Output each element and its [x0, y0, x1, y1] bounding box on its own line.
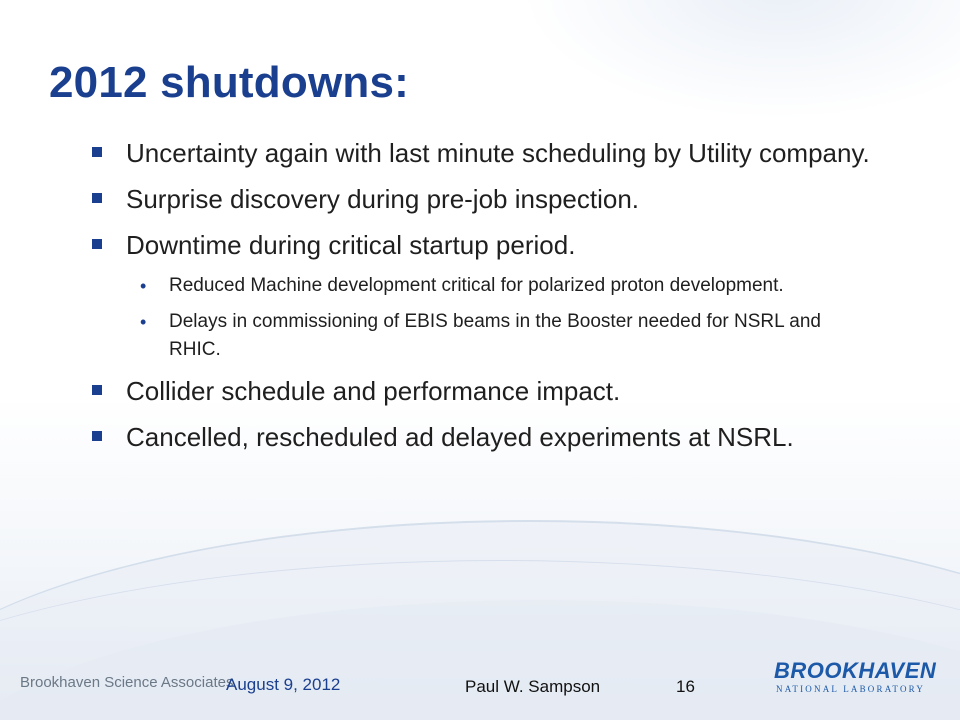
square-bullet-icon: [92, 193, 102, 203]
logo-subtitle: NATIONAL LABORATORY: [776, 684, 926, 694]
bullet-item: [92, 374, 872, 408]
sub-bullet-item: [92, 272, 872, 300]
bullet-text: Downtime during critical startup period.: [126, 230, 576, 260]
bullet-item: [92, 182, 872, 216]
bullet-text: Cancelled, rescheduled ad delayed experiments at NSRL.: [126, 422, 794, 452]
round-bullet-icon: •: [140, 312, 147, 332]
brookhaven-logo: [774, 658, 940, 698]
footer-date: August 9, 2012: [226, 675, 341, 694]
sub-bullet-text: Delays in commissioning of EBIS beams in the Booster needed for NSRL and RHIC.: [169, 311, 821, 360]
square-bullet-icon: [92, 385, 102, 395]
square-bullet-icon: [92, 239, 102, 249]
round-bullet-icon: •: [140, 276, 147, 296]
sub-bullet-text: Reduced Machine development critical for polarized proton development.: [169, 275, 784, 296]
square-bullet-icon: [92, 147, 102, 157]
bullet-item: [92, 228, 872, 262]
page-number: 16: [676, 677, 695, 696]
footer-organization: Brookhaven Science Associates: [20, 674, 234, 691]
bullet-item: [92, 136, 872, 170]
bullet-text: Surprise discovery during pre-job inspection.: [126, 184, 640, 214]
logo-wordmark: BROOKHAVEN: [774, 658, 937, 683]
bullet-text: Collider schedule and performance impact.: [126, 376, 621, 406]
background-glow: [520, 0, 960, 120]
square-bullet-icon: [92, 431, 102, 441]
bullet-list: [92, 136, 872, 466]
bullet-item: [92, 420, 872, 454]
footer-presenter: Paul W. Sampson: [465, 677, 601, 696]
sub-bullet-item: [92, 308, 872, 364]
slide-title: 2012 shutdowns:: [49, 58, 409, 107]
bullet-text: Uncertainty again with last minute scheduling by Utility company.: [126, 138, 870, 168]
